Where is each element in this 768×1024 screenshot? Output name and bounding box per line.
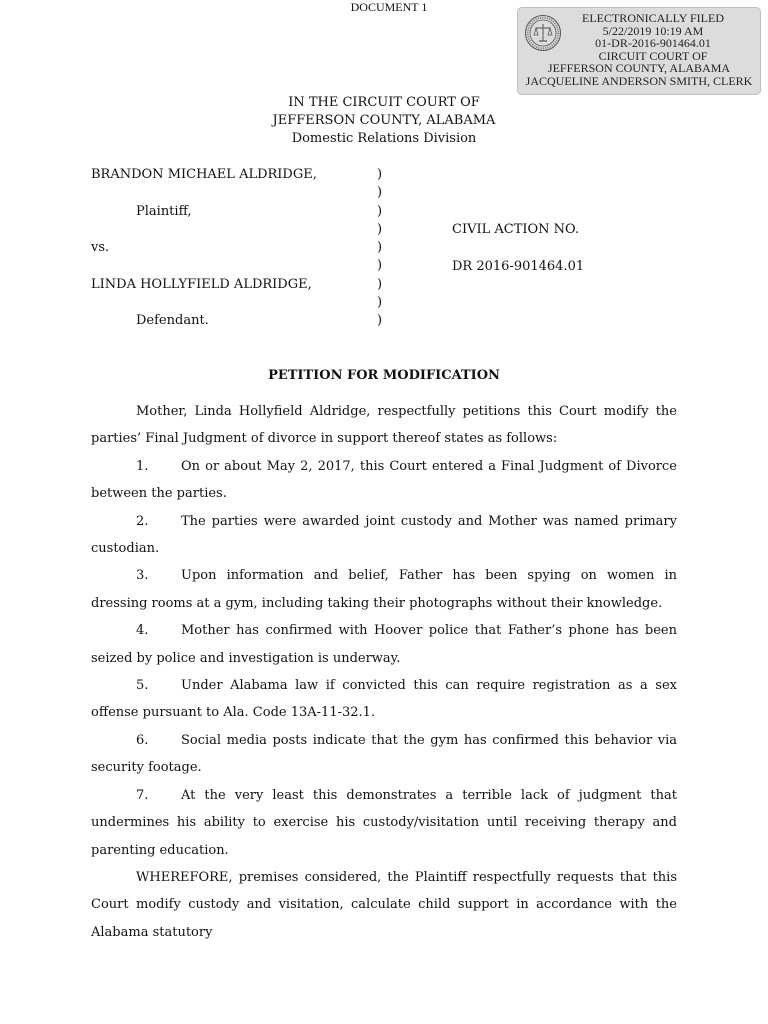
paragraph-text: Under Alabama law if convicted this can require registration as a sex offense pursuant to Ala. Code 13A-11-32.1. (91, 678, 677, 721)
stamp-court: CIRCUIT COURT OF (598, 48, 708, 63)
defendant-name: LINDA HOLLYFIELD ALDRIDGE, (91, 276, 312, 292)
stamp-county: JEFFERSON COUNTY, ALABAMA (547, 61, 731, 76)
case-number: DR 2016-901464.01 (452, 258, 585, 274)
caption-paren: ) (377, 221, 383, 237)
numbered-paragraph (91, 453, 677, 508)
numbered-paragraph (91, 727, 677, 782)
defendant-role: Defendant. (136, 313, 209, 329)
paragraph-text: On or about May 2, 2017, this Court entered a Final Judgment of Divorce between the parties. (91, 458, 677, 502)
caption-paren: ) (377, 240, 383, 256)
caption-paren: ) (377, 276, 383, 292)
plaintiff-name: BRANDON MICHAEL ALDRIDGE, (91, 167, 317, 182)
paragraph-number: 7. (136, 787, 149, 803)
paragraph-number: 3. (136, 568, 149, 584)
intro-paragraph: Mother, Linda Hollyfield Aldridge, respectfully petitions this Court modify the parties’ Final Judgment of divorce in support thereof states as follows: (91, 404, 677, 447)
paragraph-number: 2. (136, 513, 149, 529)
numbered-paragraph (91, 617, 677, 672)
case-caption-parties (91, 166, 317, 331)
caption-paren: ) (377, 185, 383, 201)
paragraph-number: 1. (136, 458, 149, 474)
court-name: IN THE CIRCUIT COURT OF (288, 95, 480, 110)
document-label: DOCUMENT 1 (350, 0, 428, 14)
stamp-filed-label: ELECTRONICALLY FILED (581, 11, 724, 25)
court-county: JEFFERSON COUNTY, ALABAMA (272, 113, 496, 128)
paragraph-text: Mother has confirmed with Hoover police that Father’s phone has been seized by police and investigation is underway. (91, 623, 677, 666)
civil-action-label: CIVIL ACTION NO. (452, 222, 580, 237)
caption-paren: ) (377, 167, 383, 182)
court-division: Domestic Relations Division (291, 131, 477, 146)
paragraph-number: 4. (136, 623, 149, 639)
paragraph-text: Upon information and belief, Father has been spying on women in dressing rooms at a gym, including taking their photographs without their knowledge. (91, 568, 677, 611)
caption-paren: ) (377, 313, 383, 329)
petition-body (91, 398, 677, 946)
stamp-case-number: 01-DR-2016-901464.01 (595, 36, 711, 51)
numbered-paragraph (91, 672, 677, 727)
paragraph-text: Social media posts indicate that the gym has confirmed this behavior via security footage. (91, 732, 677, 776)
document-title: PETITION FOR MODIFICATION (268, 368, 500, 383)
numbered-paragraph (91, 562, 677, 617)
paragraph-number: 5. (136, 678, 149, 694)
plaintiff-role: Plaintiff, (136, 203, 192, 219)
wherefore-paragraph: WHEREFORE, premises considered, the Plaintiff respectfully requests that this Court modify custody and visitation, calculate child support in accordance with the Alabama statutory (91, 869, 677, 940)
court-header (234, 94, 534, 148)
stamp-clerk: JACQUELINE ANDERSON SMITH, CLERK (525, 73, 753, 88)
paragraph-text: At the very least this demonstrates a terrible lack of judgment that undermines his ability to exercise his custody/visitation until receiving therapy and parenting education. (91, 787, 677, 858)
efiling-stamp (517, 7, 761, 95)
caption-paren: ) (377, 203, 383, 219)
paragraph-text: The parties were awarded joint custody and Mother was named primary custodian. (91, 513, 677, 557)
numbered-paragraph (91, 508, 677, 563)
versus-label: vs. (91, 240, 110, 256)
caption-parentheses (377, 166, 382, 331)
paragraph-number: 6. (136, 732, 149, 748)
caption-paren: ) (377, 295, 383, 311)
stamp-datetime: 5/22/2019 10:19 AM (602, 23, 704, 38)
numbered-paragraph (91, 782, 677, 864)
case-number-block (452, 221, 584, 276)
caption-paren: ) (377, 258, 383, 274)
